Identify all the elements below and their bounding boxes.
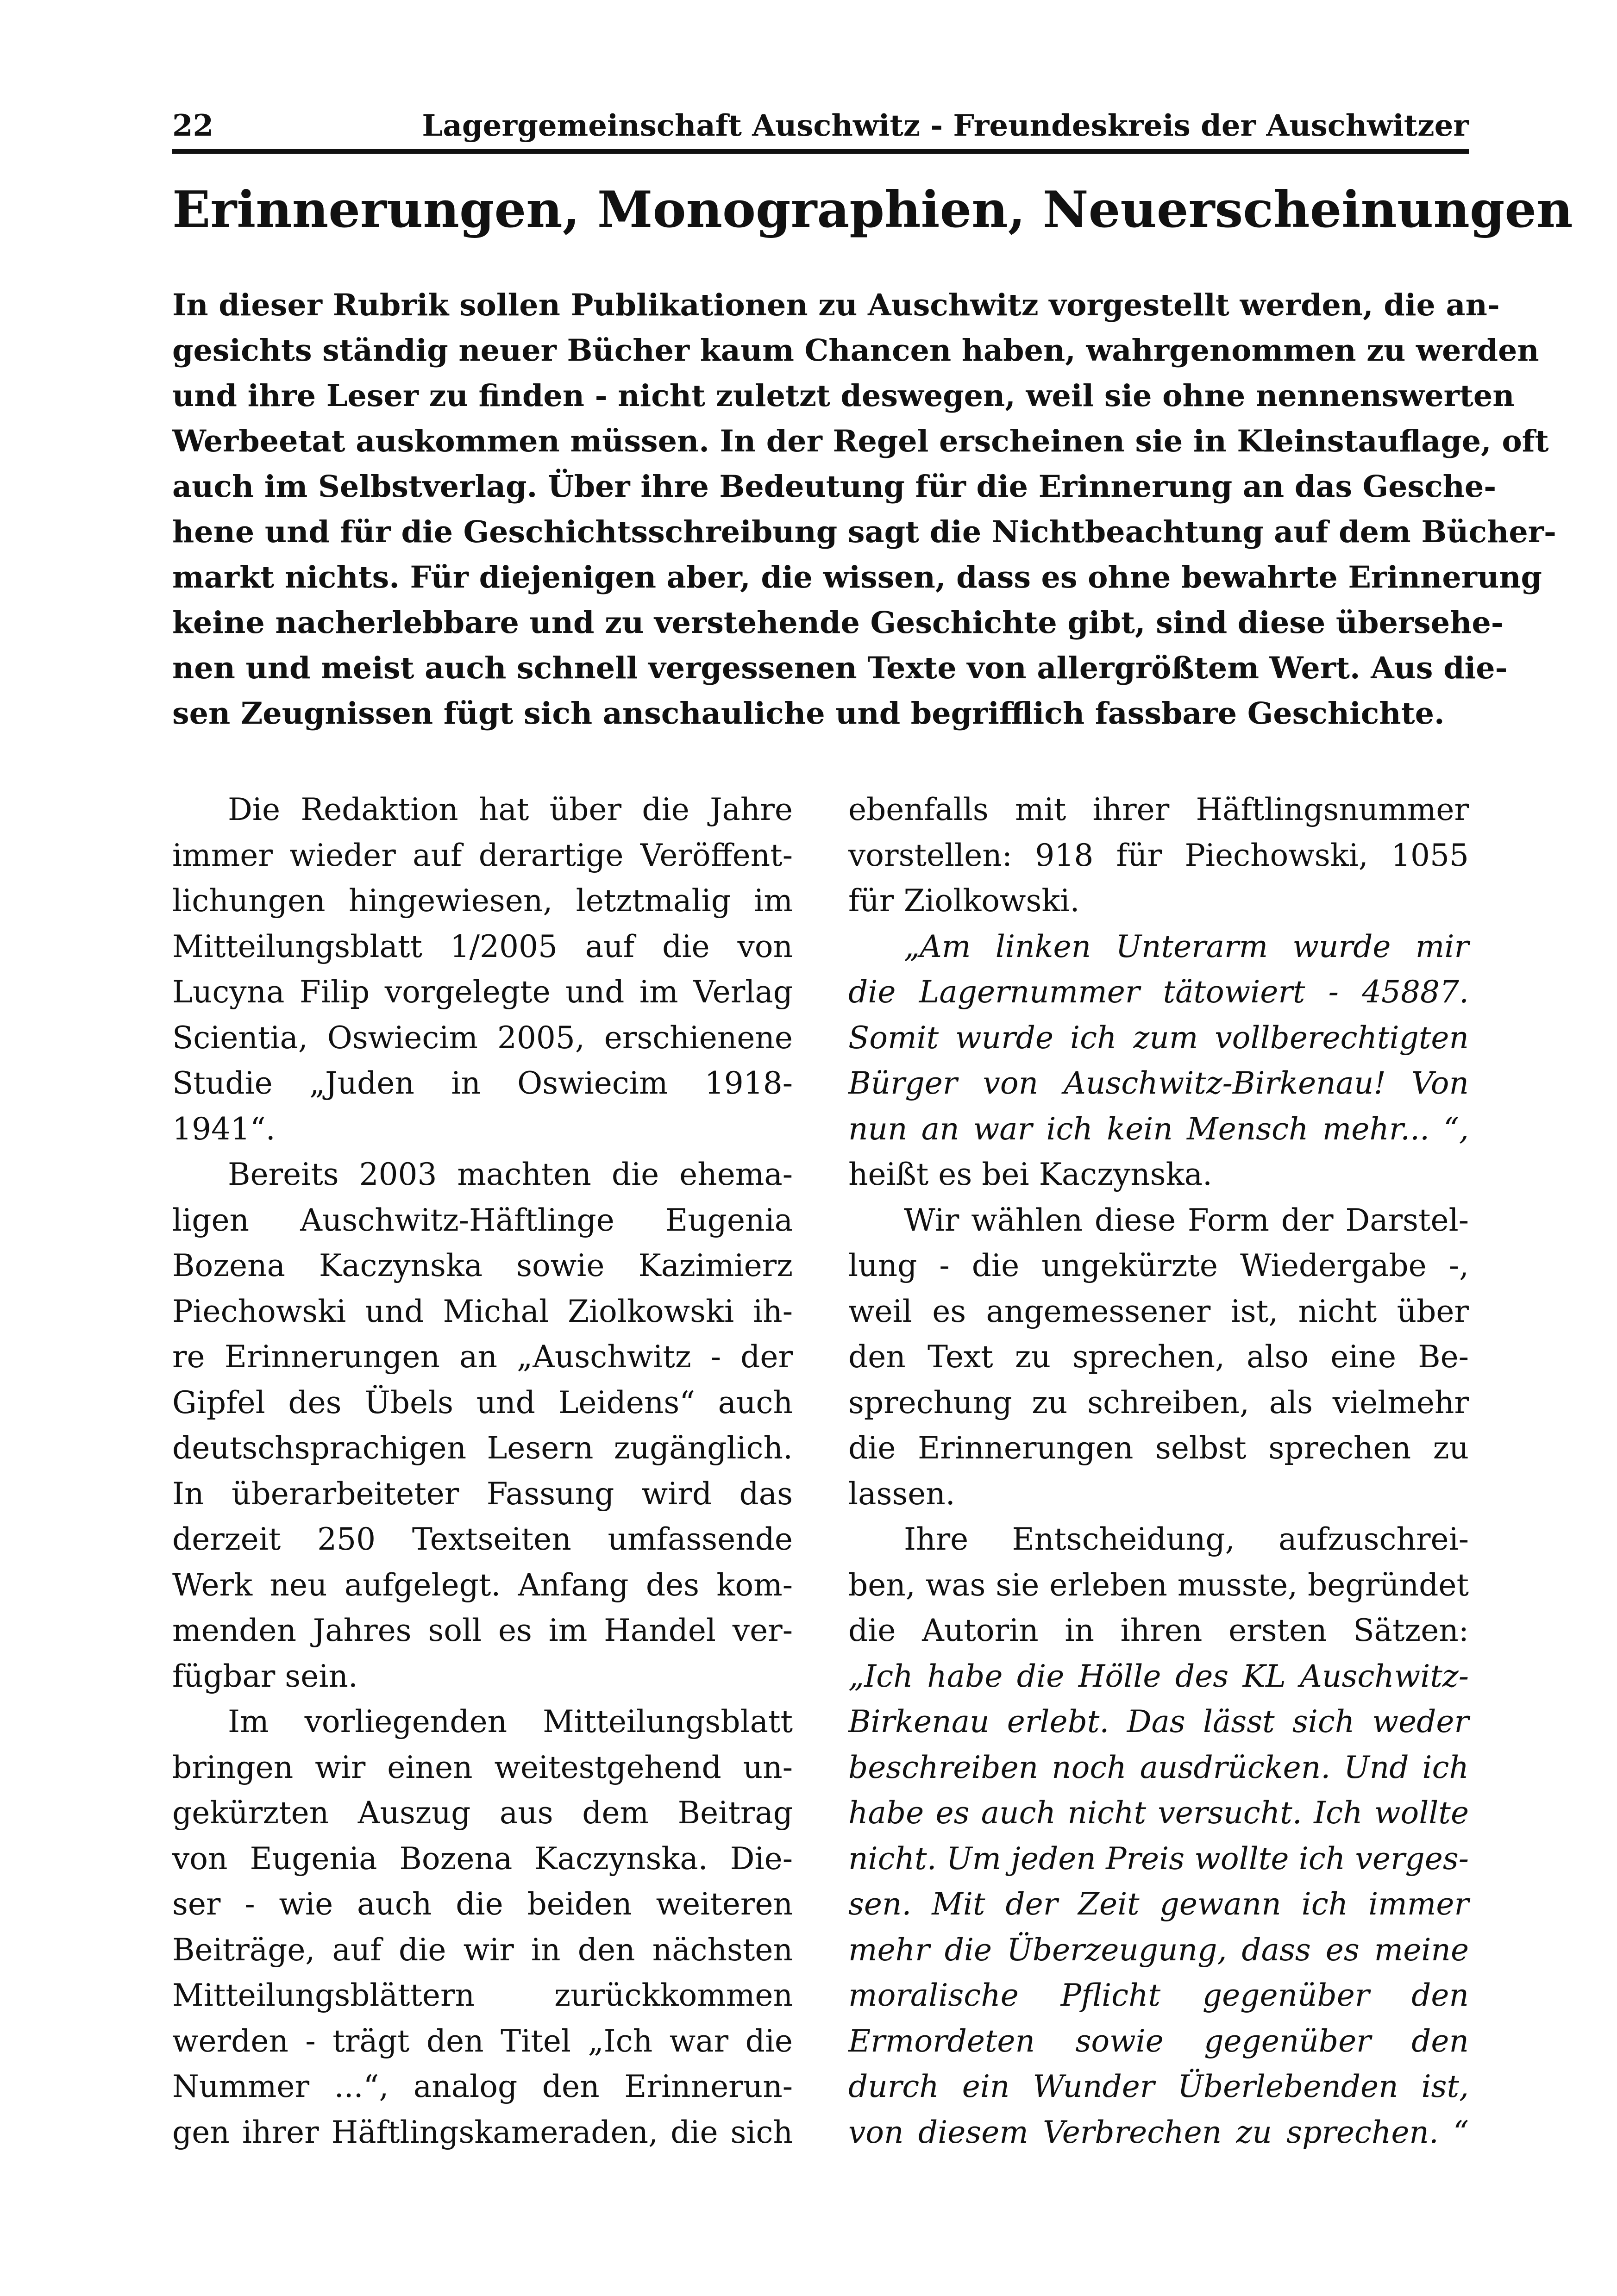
body-line: lichungen hingewiesen, letztmalig im xyxy=(172,883,793,919)
page-header xyxy=(172,97,1469,149)
intro-paragraph xyxy=(172,282,1556,736)
quote-line: Birkenau erlebt. Das lässt sich weder xyxy=(848,1704,1469,1739)
quote-line: „Am linken Unterarm wurde mir xyxy=(904,928,1469,964)
quote-line: Ermordeten sowie gegenüber den xyxy=(848,2023,1469,2059)
intro-line: und ihre Leser zu finden - nicht zuletzt deswegen, weil sie ohne nennenswerten xyxy=(172,378,1515,413)
quote-line: Somit wurde ich zum vollberechtigten xyxy=(848,1020,1469,1056)
right-column xyxy=(848,787,1469,2155)
body-line: re Erinnerungen an „Auschwitz - der xyxy=(172,1339,793,1375)
body-line: Bozena Kaczynska sowie Kazimierz xyxy=(172,1248,793,1283)
quote-line: durch ein Wunder Überlebenden ist, xyxy=(848,2069,1469,2104)
quote-line: moralische Pflicht gegenüber den xyxy=(848,1977,1469,2013)
body-line: Ihre Entscheidung, aufzuschrei- xyxy=(904,1521,1469,1557)
section-title: Erinnerungen, Monographien, Neuerscheinungen xyxy=(172,181,1573,239)
quote-line: mehr die Überzeugung, dass es meine xyxy=(848,1932,1469,1968)
quote-line: nun an war ich kein Mensch mehr... “, xyxy=(848,1111,1469,1147)
body-line: lung - die ungekürzte Wiedergabe -, xyxy=(848,1248,1469,1283)
intro-line: gesichts ständig neuer Bücher kaum Chancen haben, wahrgenommen zu werden xyxy=(172,333,1539,368)
body-line: In überarbeiteter Fassung wird das xyxy=(172,1476,793,1512)
body-line: bringen wir einen weitestgehend un- xyxy=(172,1749,793,1785)
page-number: 22 xyxy=(172,108,214,143)
quote-line: „Ich habe die Hölle des KL Auschwitz- xyxy=(848,1658,1469,1694)
body-line: Piechowski und Michal Ziolkowski ih- xyxy=(172,1293,793,1329)
body-line: 1941“. xyxy=(172,1111,276,1147)
intro-line: In dieser Rubrik sollen Publikationen zu Auschwitz vorgestellt werden, die an- xyxy=(172,288,1500,323)
quote-line: nicht. Um jeden Preis wollte ich verges- xyxy=(848,1840,1469,1877)
body-line: gen ihrer Häftlingskameraden, die sich xyxy=(172,2114,793,2150)
intro-line: hene und für die Geschichtsschreibung sagt die Nichtbeachtung auf dem Bücher- xyxy=(172,514,1556,550)
quote-line: beschreiben noch ausdrücken. Und ich xyxy=(848,1749,1469,1785)
body-line: sprechung zu schreiben, als vielmehr xyxy=(848,1384,1469,1420)
quote-line: Bürger von Auschwitz-Birkenau! Von xyxy=(848,1065,1469,1101)
body-line: immer wieder auf derartige Veröffent- xyxy=(172,837,793,873)
body-line: Im vorliegenden Mitteilungsblatt xyxy=(228,1704,793,1739)
body-line: Studie „Juden in Oswiecim 1918- xyxy=(172,1065,793,1101)
body-line: von Eugenia Bozena Kaczynska. Die- xyxy=(172,1840,793,1877)
body-line: ben, was sie erleben musste, begründet xyxy=(848,1567,1469,1603)
body-line: die Erinnerungen selbst sprechen zu xyxy=(848,1430,1469,1466)
intro-line: nen und meist auch schnell vergessenen Texte von allergrößtem Wert. Aus die- xyxy=(172,651,1508,686)
body-line: werden - trägt den Titel „Ich war die xyxy=(172,2023,793,2059)
body-line: weil es angemessener ist, nicht über xyxy=(848,1293,1469,1329)
quote-line: sen. Mit der Zeit gewann ich immer xyxy=(848,1886,1469,1922)
body-line: Die Redaktion hat über die Jahre xyxy=(228,792,793,827)
body-line: Beiträge, auf die wir in den nächsten xyxy=(172,1932,793,1968)
body-line: fügbar sein. xyxy=(172,1658,358,1694)
intro-line: keine nacherlebbare und zu verstehende Geschichte gibt, sind diese übersehe- xyxy=(172,605,1504,640)
intro-line: sen Zeugnissen fügt sich anschauliche und begrifflich fassbare Geschichte. xyxy=(172,696,1445,731)
body-line: ser - wie auch die beiden weiteren xyxy=(172,1886,793,1922)
intro-line: Werbeetat auskommen müssen. In der Regel erscheinen sie in Kleinstauflage, oft xyxy=(172,424,1549,459)
body-line: deutschsprachigen Lesern zugänglich. xyxy=(172,1430,793,1466)
body-line: ebenfalls mit ihrer Häftlingsnummer xyxy=(848,792,1469,827)
body-line: den Text zu sprechen, also eine Be- xyxy=(848,1339,1469,1375)
body-line: Gipfel des Übels und Leidens“ auch xyxy=(172,1384,793,1420)
body-line: Nummer ...“, analog den Erinnerun- xyxy=(172,2069,793,2104)
body-line: Wir wählen diese Form der Darstel- xyxy=(904,1202,1469,1238)
body-line: menden Jahres soll es im Handel ver- xyxy=(172,1613,793,1648)
body-line: gekürzten Auszug aus dem Beitrag xyxy=(172,1795,793,1831)
body-line: Werk neu aufgelegt. Anfang des kom- xyxy=(172,1567,793,1603)
body-line: Mitteilungsblatt 1/2005 auf die von xyxy=(172,928,793,964)
body-line: vorstellen: 918 für Piechowski, 1055 xyxy=(848,837,1469,873)
body-line: heißt es bei Kaczynska. xyxy=(848,1157,1212,1192)
quote-line: die Lagernummer tätowiert - 45887. xyxy=(848,974,1469,1010)
quote-line: habe es auch nicht versucht. Ich wollte xyxy=(848,1795,1469,1831)
body-line: Mitteilungsblättern zurückkommen xyxy=(172,1977,793,2013)
body-line: lassen. xyxy=(848,1476,955,1512)
body-line: ligen Auschwitz-Häftlinge Eugenia xyxy=(172,1202,793,1238)
body-line: Lucyna Filip vorgelegte und im Verlag xyxy=(172,974,793,1010)
body-line: derzeit 250 Textseiten umfassende xyxy=(172,1521,793,1557)
body-line: für Ziolkowski. xyxy=(848,883,1080,919)
left-column xyxy=(172,787,793,2155)
body-line: Bereits 2003 machten die ehema- xyxy=(228,1157,793,1192)
header-rule xyxy=(172,149,1469,154)
intro-line: markt nichts. Für diejenigen aber, die wissen, dass es ohne bewahrte Erinnerung xyxy=(172,560,1542,595)
body-line: Scientia, Oswiecim 2005, erschienene xyxy=(172,1020,793,1056)
running-title: Lagergemeinschaft Auschwitz - Freundeskreis der Auschwitzer xyxy=(422,108,1469,143)
intro-line: auch im Selbstverlag. Über ihre Bedeutung für die Erinnerung an das Gesche- xyxy=(172,469,1497,504)
quote-line: von diesem Verbrechen zu sprechen. “ xyxy=(848,2114,1469,2150)
body-line: die Autorin in ihren ersten Sätzen: xyxy=(848,1613,1469,1648)
